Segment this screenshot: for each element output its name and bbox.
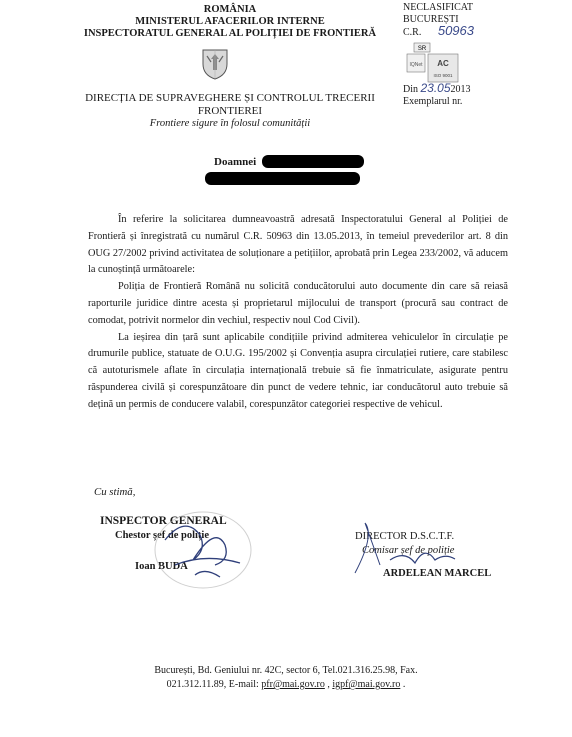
body-paragraph-1: În referire la solicitarea dumneavoastră adresată Inspectoratului General al Poliției de Frontieră și înregistrată cu numărul C.R. 50963 din 13.05.2013, în temeiul prevederilor art. 8 din OUG 27/2002 privind activitatea de soluționare a petițiilor, aprobată prin Legea 233/2002, vă aducem la cunoștință următoarele: — [88, 214, 508, 276]
body-paragraph-3: La ieșirea din țară sunt aplicabile condițiile privind admiterea vehiculelor în circulație pe drumurile publice, statuate de O.U.G. 195/2002 și Convenția asupra circulației rutiere, care stabilesc că autoturismele aflate în circulația internațională trebuie să fie înmatriculate, asigurate pentru răspunderea civilă și corespunzătoare din punct de vedere tehnic, iar conducătorul auto trebuie să dețină un permis de conducere valabil, corespunzător categoriei respective de vehicul. — [88, 331, 508, 410]
svg-text:ISO 9001: ISO 9001 — [433, 73, 453, 78]
letter-body — [88, 212, 508, 414]
classification-city: BUCUREȘTI — [403, 13, 459, 25]
right-signature-title: DIRECTOR D.S.C.T.F. — [355, 531, 455, 542]
footer-email-link-1[interactable]: pfr@mai.gov.ro — [261, 679, 325, 690]
certification-logos-icon — [405, 42, 460, 84]
classification-level: NECLASIFICAT — [403, 2, 474, 13]
classification-copy: Exemplarul nr. — [403, 95, 463, 107]
right-signature-name: ARDELEAN MARCEL — [383, 568, 492, 579]
footer-email-link-2[interactable]: igpf@mai.gov.ro — [332, 679, 401, 690]
header-inspectorate: INSPECTORATUL GENERAL AL POLIȚIEI DE FRONTIERĂ — [83, 28, 377, 39]
classification-cr: C.R. 50963 — [403, 23, 474, 38]
classification-block — [403, 2, 474, 39]
left-signature-name: Ioan BUDA — [135, 561, 188, 572]
classification-date: Din 23.052013 — [403, 81, 471, 95]
directorate-line1: DIRECȚIA DE SUPRAVEGHERE ȘI CONTROLUL TRECERII — [85, 92, 375, 104]
cr-number-handwritten: 50963 — [437, 23, 474, 38]
right-handwritten-signature — [335, 515, 475, 585]
redacted-address — [205, 172, 360, 185]
closing: Cu stimă, — [94, 486, 136, 498]
body-paragraph-2: Poliția de Frontieră Română nu solicită conducătorului auto documente din care să reiasă raporturile juridice dintre acesta și proprietarul mijlocului de transport (procură sau contract de comodat, potrivit normelor din vechiul, respectiv noul Cod Civil). — [88, 281, 508, 326]
redacted-name — [262, 155, 364, 168]
coat-of-arms-icon — [200, 46, 230, 80]
svg-text:SR: SR — [417, 46, 427, 52]
footer-address-line1: București, Bd. Geniului nr. 42C, sector 6, Tel.021.316.25.98, Fax. — [154, 665, 418, 676]
left-signature-title: INSPECTOR GENERAL — [100, 515, 227, 527]
addressee-salutation: Doamnei — [214, 156, 257, 168]
footer-address-line2: 021.312.11.89, E-mail: pfr@mai.gov.ro , igpf@mai.gov.ro . — [166, 679, 406, 690]
date-handwritten: 23.05 — [420, 81, 451, 95]
svg-text:IQNet: IQNet — [409, 62, 423, 68]
header-country: ROMÂNIA — [203, 4, 257, 15]
header-ministry: MINISTERUL AFACERILOR INTERNE — [135, 16, 325, 27]
left-handwritten-signature — [145, 505, 265, 595]
classification-date-block — [403, 83, 471, 107]
svg-text:AC: AC — [437, 59, 449, 68]
left-signature-rank: Chestor șef de poliție — [115, 530, 210, 541]
directorate-line2: FRONTIEREI — [197, 105, 263, 117]
motto: Frontiere sigure în folosul comunității — [149, 118, 311, 129]
right-signature-rank: Comisar șef de poliție — [362, 545, 455, 556]
